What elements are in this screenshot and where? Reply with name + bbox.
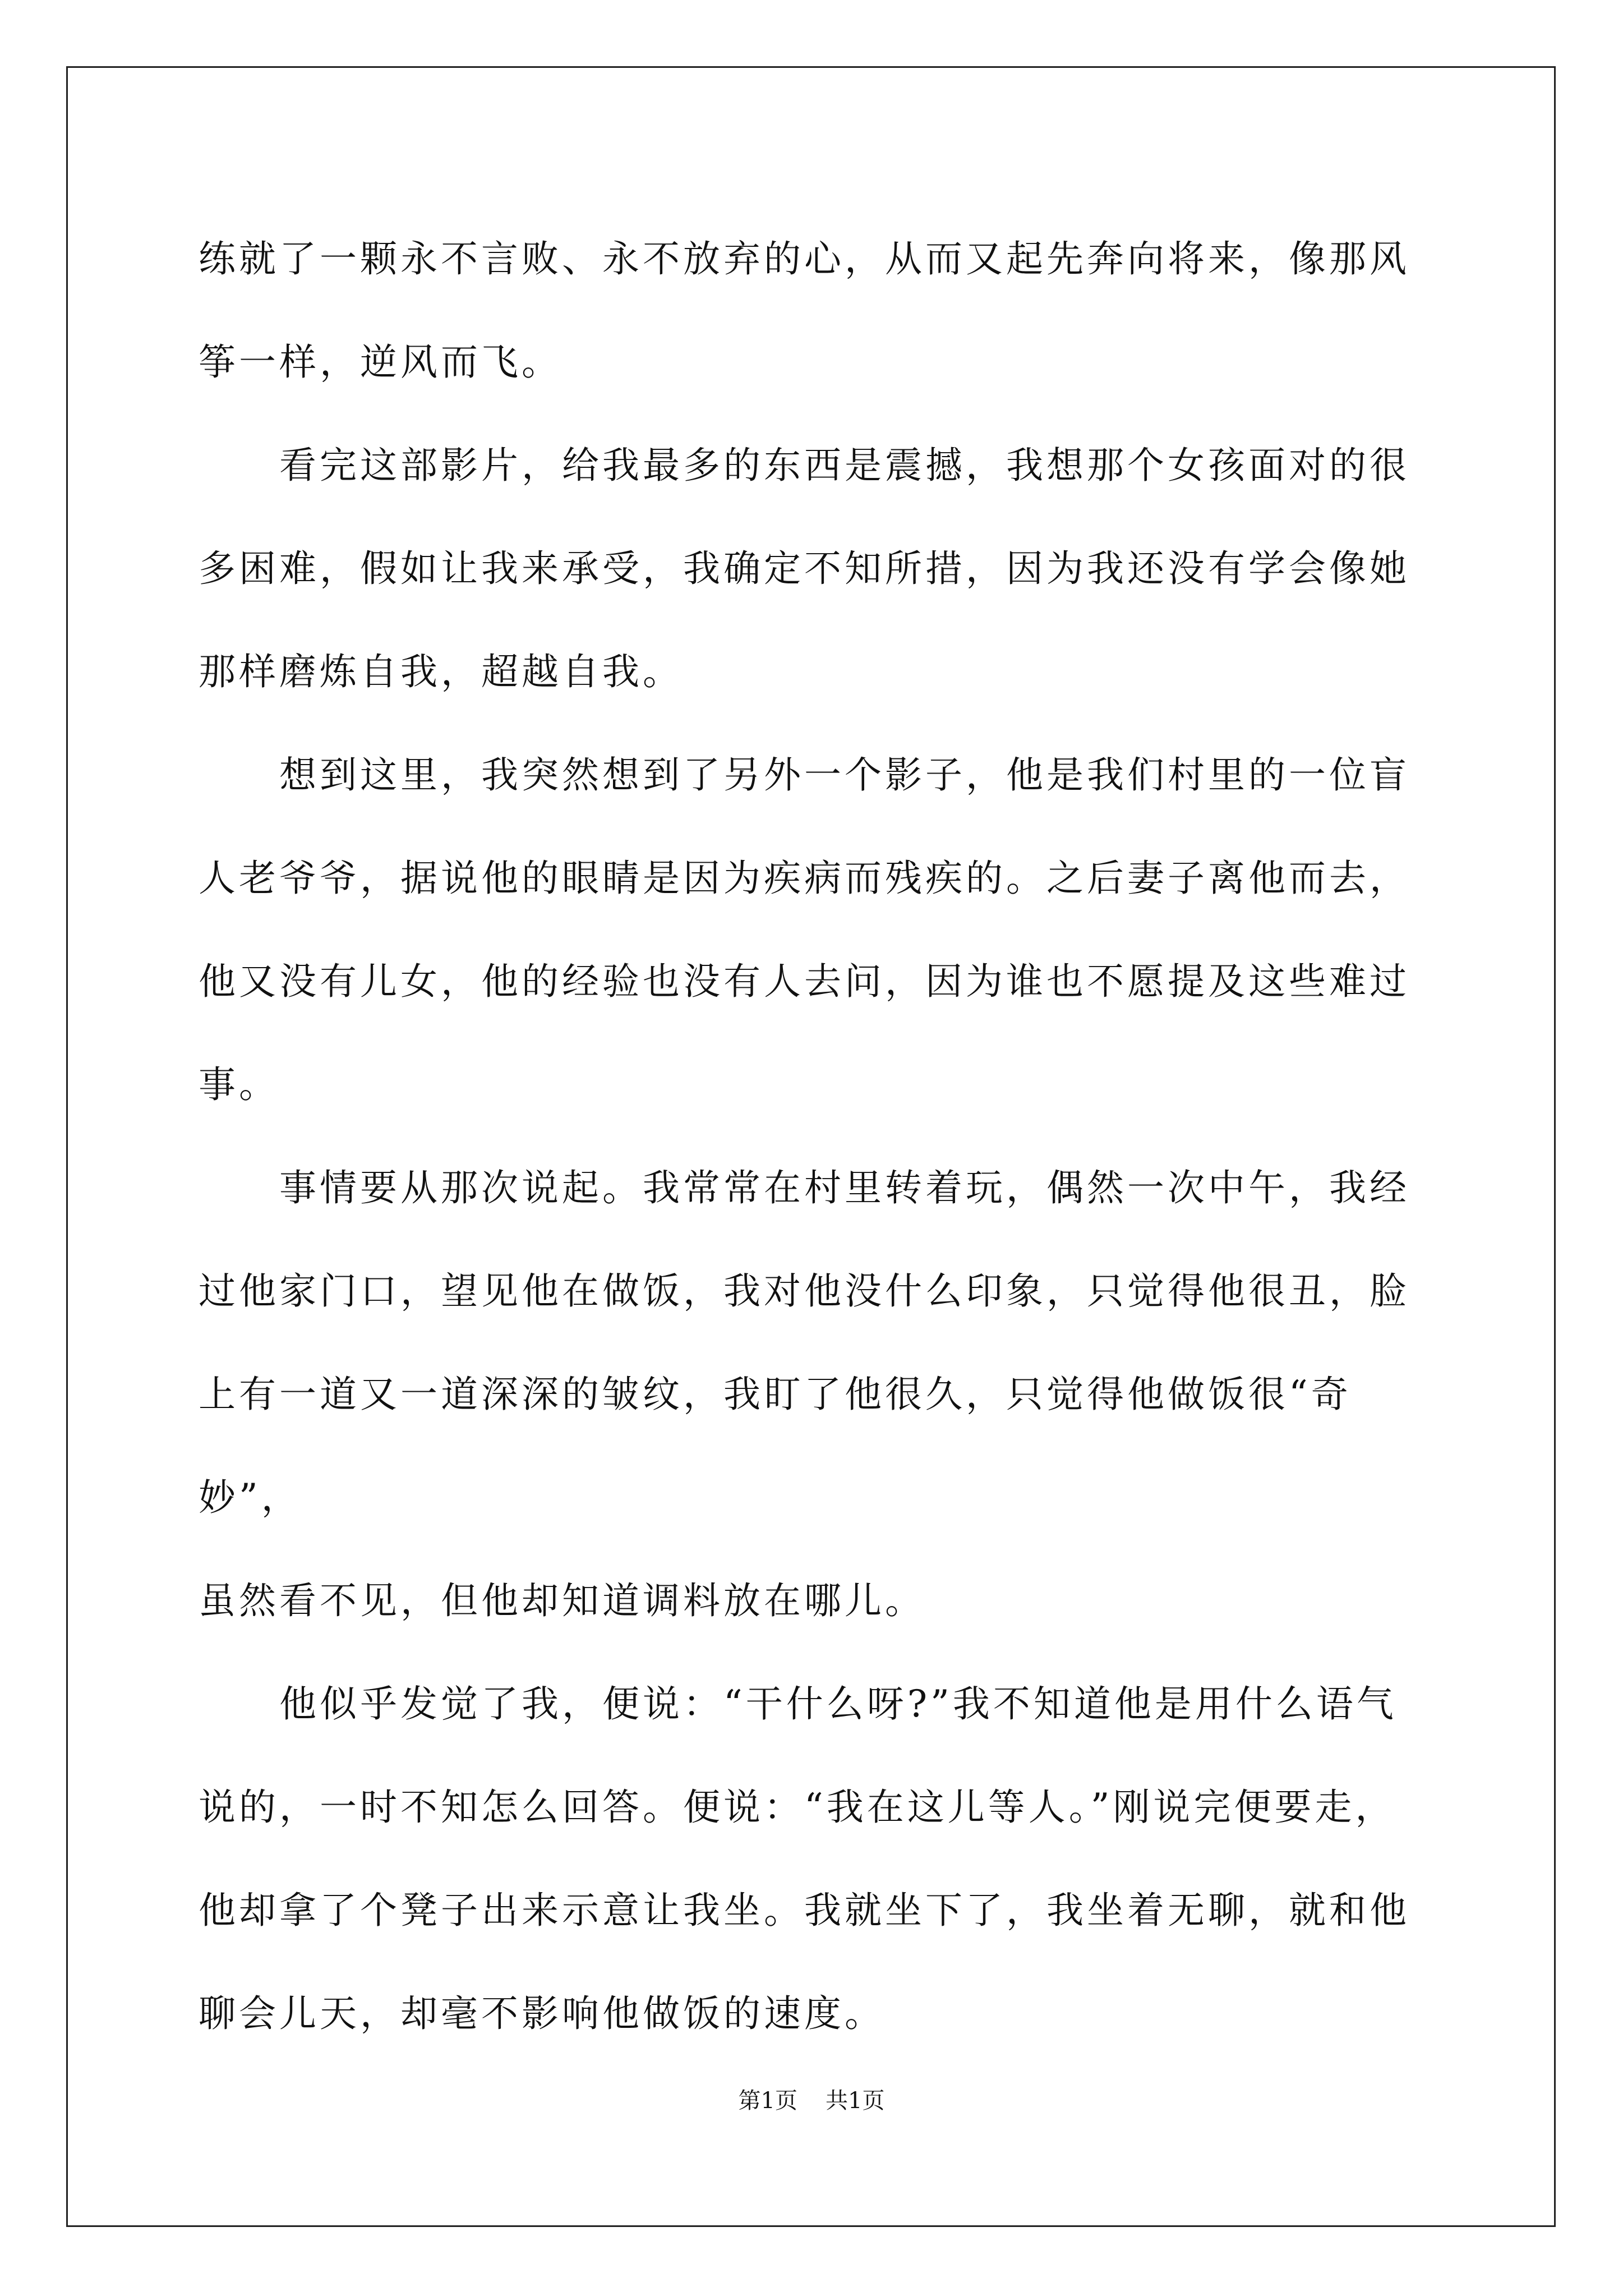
paragraph-1	[199, 208, 1432, 414]
document-body	[199, 208, 1432, 2065]
text-line: 虽然看不见，但他却知道调料放在哪儿。	[199, 1579, 925, 1622]
text-line: 他却拿了个凳子出来示意让我坐。我就坐下了，我坐着无聊，就和他	[199, 1889, 1410, 1932]
text-line: 说的，一时不知怎么回答。便说：“我在这儿等人。”刚说完便要走，	[199, 1786, 1396, 1829]
paragraph-5	[199, 1653, 1432, 2065]
text-line: 人老爷爷，据说他的眼睛是因为疾病而残疾的。之后妻子离他而去，	[199, 857, 1410, 900]
text-line: 他似乎发觉了我，便说：“干什么呀?”我不知道他是用什么语气	[199, 1682, 1397, 1726]
text-line: 事。	[199, 1063, 279, 1106]
paragraph-2	[199, 414, 1432, 724]
text-line: 想到这里，我突然想到了另外一个影子，他是我们村里的一位盲	[199, 753, 1410, 797]
page-total: 共1页	[826, 2088, 885, 2114]
text-line: 多困难，假如让我来承受，我确定不知所措，因为我还没有学会像她	[199, 547, 1410, 590]
text-line: 他又没有儿女，他的经验也没有人去问，因为谁也不愿提及这些难过	[199, 960, 1410, 1003]
paragraph-4	[199, 1137, 1432, 1653]
paragraph-3	[199, 724, 1432, 1137]
text-line: 过他家门口，望见他在做饭，我对他没什么印象，只觉得他很丑，脸	[199, 1269, 1410, 1313]
text-line: 聊会儿天，却毫不影响他做饭的速度。	[199, 1992, 885, 2035]
text-line: 事情要从那次说起。我常常在村里转着玩，偶然一次中午，我经	[199, 1166, 1410, 1209]
text-line: 上有一道又一道深深的皱纹，我盯了他很久，只觉得他做饭很“奇妙”，	[199, 1373, 1352, 1519]
text-line: 练就了一颗永不言败、永不放弃的心，从而又起先奔向将来，像那风	[199, 237, 1410, 280]
page-number: 第1页	[738, 2088, 797, 2114]
text-line: 筝一样，逆风而飞。	[199, 341, 562, 384]
text-line: 那样磨炼自我，超越自我。	[199, 650, 683, 693]
text-line: 看完这部影片，给我最多的东西是震撼，我想那个女孩面对的很	[199, 444, 1410, 487]
page-footer	[0, 2087, 1623, 2115]
